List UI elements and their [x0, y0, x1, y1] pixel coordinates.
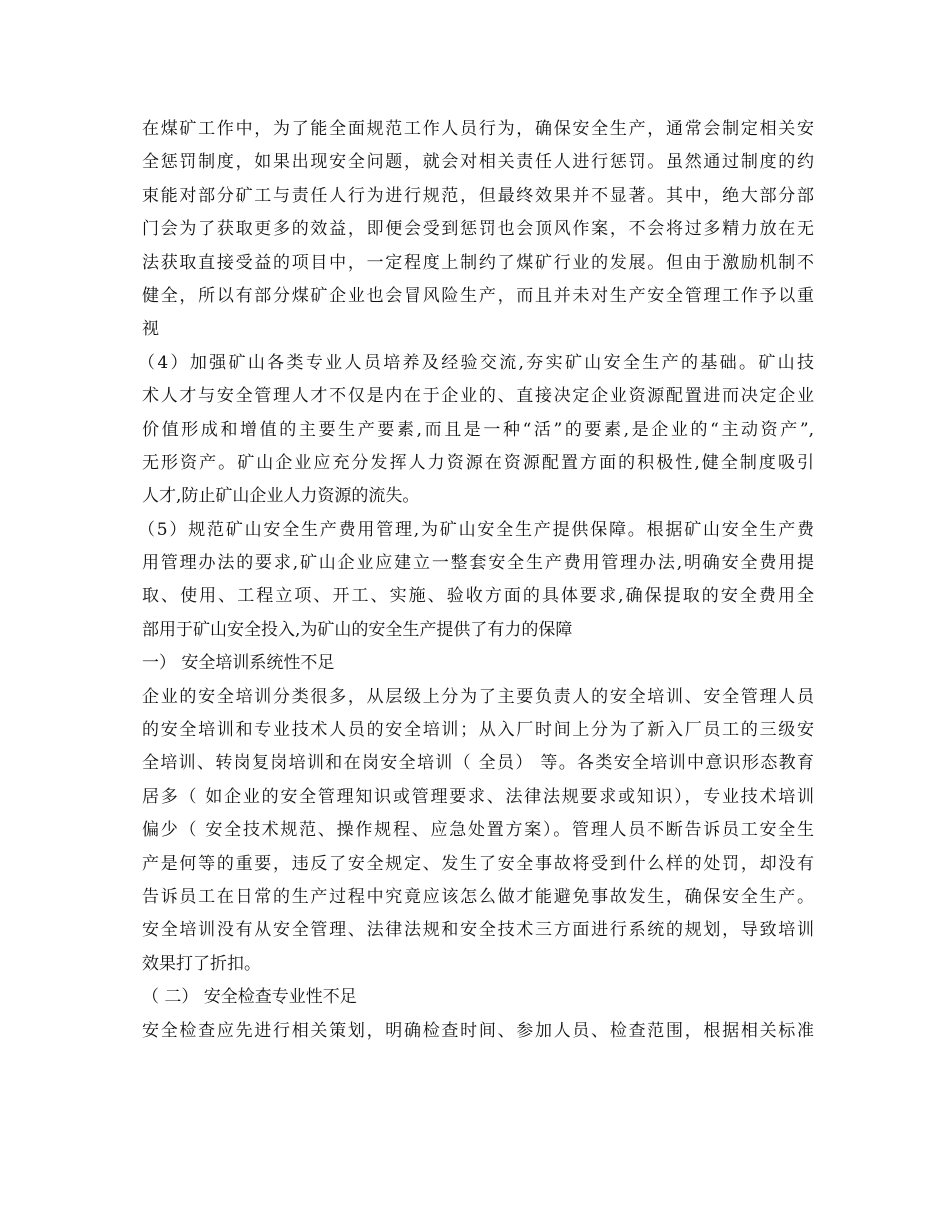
text-line: 健全，所以有部分煤矿企业也会冒风险生产，而且并未对生产安全管理工作予以重	[142, 285, 814, 306]
text-line: 产是何等的重要，违反了安全规定、发生了安全事故将受到什么样的处罚，却没有	[142, 853, 814, 874]
text-line: （5）规范矿山安全生产费用管理,为矿山安全生产提供保障。根据矿山安全生产费	[138, 519, 814, 540]
document-body	[138, 113, 814, 1048]
text-line: 的安全培训和专业技术人员的安全培训；从入厂时间上分为了新入厂员工的三级安	[142, 720, 814, 741]
text-line: 部用于矿山安全投入,为矿山的安全生产提供了有力的保障	[142, 619, 573, 640]
text-line: 取、使用、工程立项、开工、实施、验收方面的具体要求,确保提取的安全费用全	[142, 586, 814, 607]
text-line: 束能对部分矿工与责任人行为进行规范，但最终效果并不显著。其中，绝大部分部	[142, 185, 814, 206]
text-line: 法获取直接受益的项目中，一定程度上制约了煤矿行业的发展。但由于激励机制不	[142, 252, 814, 273]
text-line: 安全培训没有从安全管理、法律法规和安全技术三方面进行系统的规划，导致培训	[142, 920, 814, 941]
text-line: 全培训、转岗复岗培训和在岗安全培训（ 全员） 等。各类安全培训中意识形态教育	[142, 753, 814, 774]
text-line: 偏少（ 安全技术规范、操作规程、应急处置方案）。管理人员不断告诉员工安全生	[142, 820, 814, 841]
text-line: 全惩罚制度，如果出现安全问题，就会对相关责任人进行惩罚。虽然通过制度的约	[142, 152, 814, 173]
section-heading: （ 二） 安全检查专业性不足	[142, 987, 357, 1008]
text-line: 效果打了折扣。	[142, 953, 261, 974]
text-line: 安全检查应先进行相关策划，明确检查时间、参加人员、检查范围，根据相关标准	[142, 1020, 814, 1041]
text-line: 居多（ 如企业的安全管理知识或管理要求、法律法规要求或知识），专业技术培训	[142, 786, 814, 807]
text-line: 告诉员工在日常的生产过程中究竟应该怎么做才能避免事故发生，确保安全生产。	[142, 886, 814, 907]
text-line: 价值形成和增值的主要生产要素,而且是一种“活”的要素,是企业的“主动资产”,	[142, 419, 814, 440]
text-line: 企业的安全培训分类很多，从层级上分为了主要负责人的安全培训、安全管理人员	[142, 686, 814, 707]
text-line: 无形资产。矿山企业应充分发挥人力资源在资源配置方面的积极性,健全制度吸引	[142, 452, 814, 473]
text-line: 术人才与安全管理人才不仅是内在于企业的、直接决定企业资源配置进而决定企业	[142, 386, 814, 407]
section-heading: 一） 安全培训系统性不足	[142, 653, 335, 674]
text-line: 门会为了获取更多的效益，即便会受到惩罚也会顶风作案，不会将过多精力放在无	[142, 219, 814, 240]
text-line: 人才,防止矿山企业人力资源的流失。	[142, 486, 420, 507]
text-line: 在煤矿工作中，为了能全面规范工作人员行为，确保安全生产，通常会制定相关安	[142, 119, 814, 139]
text-line: 视	[142, 319, 159, 340]
text-line: （4）加强矿山各类专业人员培养及经验交流,夯实矿山安全生产的基础。矿山技	[138, 352, 814, 373]
text-line: 用管理办法的要求,矿山企业应建立一整套安全生产费用管理办法,明确安全费用提	[142, 553, 814, 574]
